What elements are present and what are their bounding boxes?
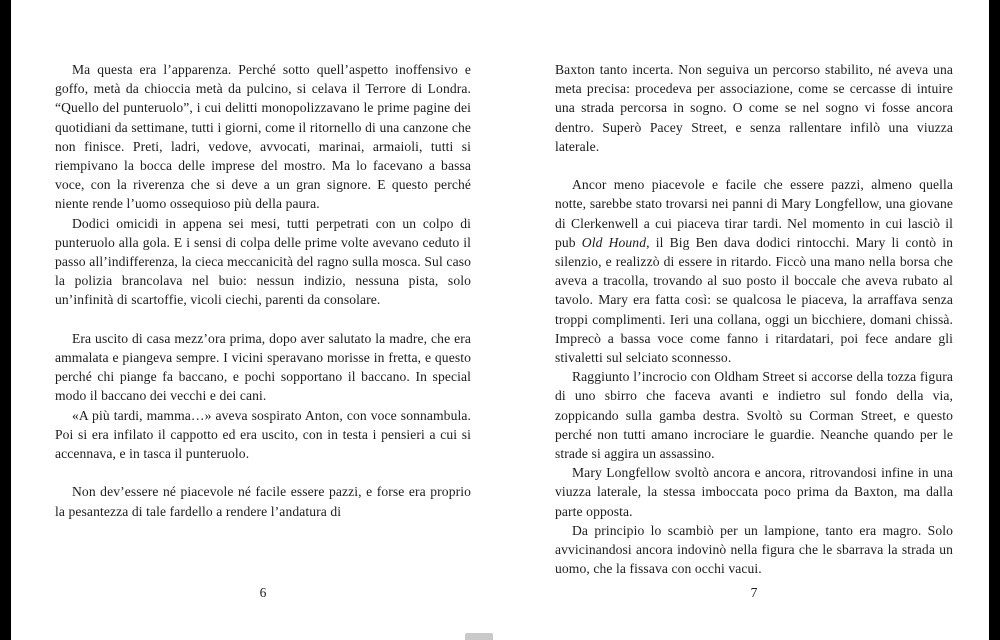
page-number-left: 6 [259,585,267,600]
paragraph: Ma questa era l’apparenza. Perché sotto quell’aspetto inoffensivo e goffo, metà da chioccia metà da pulcino, si celava il Terrore di Londra. “Quello del punteruolo”, i cui delitti monopolizzavano le prime pagine dei quotidiani da settimane, tutti i giorni, come il ritornello di una canzone che non finisce. Preti, ladri, vedove, avvocati, marinai, armaioli, tutti si riempivano la bocca delle imprese del mostro. Ma lo facevano a bassa voce, con la riverenza che si deve a un gran signore. E questo perché niente rende l’uomo ossequioso più della paura. [55,62,471,212]
page-left [55,60,471,620]
paragraph: Da principio lo scambiò per un lampione, tanto era magro. Solo avvicinandosi ancora indovinò nella figura che le sbarrava la strada un uomo, che la fissava con occhi vacui. [555,522,953,577]
paragraph: «A più tardi, mamma…» aveva sospirato Anton, con voce sonnambula. Poi si era infilato il cappotto ed era uscito, con in testa i pensieri a cui si accennava, e in tasca il punteruolo. [55,407,471,462]
page-number-right: 7 [750,585,758,600]
paragraph: Baxton tanto incerta. Non seguiva un percorso stabilito, né aveva una meta precisa: procedeva per associazione, come se cercasse di intuire una strada percorsa in sogno. O come se nel sogno vi fosse ancora dentro. Superò Pacey Street, e senza rallentare infilò una viuzza laterale. [555,62,953,154]
paragraph: Dodici omicidi in appena sei mesi, tutti perpetrati con un colpo di punteruolo alla gola. E i sensi di colpa delle prime volte avevano ceduto il passo all’indifferenza, la cieca meccanicità del ragno sulla mosca. Sul caso la polizia brancolava nel buio: nessun indizio, nessuna pista, solo un’infinità di scartoffie, vicoli ciechi, parenti da consolare. [55,215,471,308]
paragraph: Mary Longfellow svoltò ancora e ancora, ritrovandosi infine in una viuzza laterale, la stessa imboccata poco prima da Baxton, ma dalla parte opposta. [555,465,953,519]
bottom-drag-handle[interactable] [465,633,493,640]
page-right-text [555,60,953,578]
right-page-edge-bar [989,0,1000,640]
page-right [555,60,953,620]
paragraph: Era uscito di casa mezz’ora prima, dopo aver salutato la madre, che era ammalata e piangeva sempre. I vicini speravano morisse in fretta, e questo perché chi piange fa baccano, e pochi sopportano il baccano. In special modo il baccano dei vecchi e dei cani. [55,330,471,404]
paragraph-text: Ancor meno piacevole e facile che essere pazzi, almeno quella notte, sarebbe stato trovarsi nei panni di Mary Longfellow, una giovane di Clerkenwell a cui piaceva tirar tardi. Nel momento in cui lasciò il pub [555,177,953,250]
page-left-text [55,60,471,521]
paragraph: Raggiunto l’incrocio con Oldham Street si accorse della tozza figura di uno sbirro che faceva avanti e indietro sul fondo della via, zoppicando sulla gamba destra. Svoltò su Corman Street, e questo perché non tutti amano incrociare le guardie. Neanche quando per le strade si aggira un assassino. [555,369,953,462]
paragraph-text: , il Big Ben dava dodici rintocchi. Mary li contò in silenzio, e realizzò di essere in ritardo. Ficcò una mano nella borsa che aveva a tracolla, trovando al suo posto il boccale che aveva rubato al tavolo. Mary era fatta così: se qualcosa le piaceva, la arraffava senza troppi complimenti. Ieri una collana, oggi un bicchiere, domani chissà. Imprecò a bassa voce come fanno i ritardatari, poi fece andare gli stivaletti sul selciato sconnesso. [555,234,953,366]
paragraph: Non dev’essere né piacevole né facile essere pazzi, e forse era proprio la pesantezza di tale fardello a rendere l’andatura di [55,484,471,519]
book-title-italic: Old Hound [581,234,647,250]
left-page-edge-bar [0,0,11,640]
paragraph [555,175,953,367]
